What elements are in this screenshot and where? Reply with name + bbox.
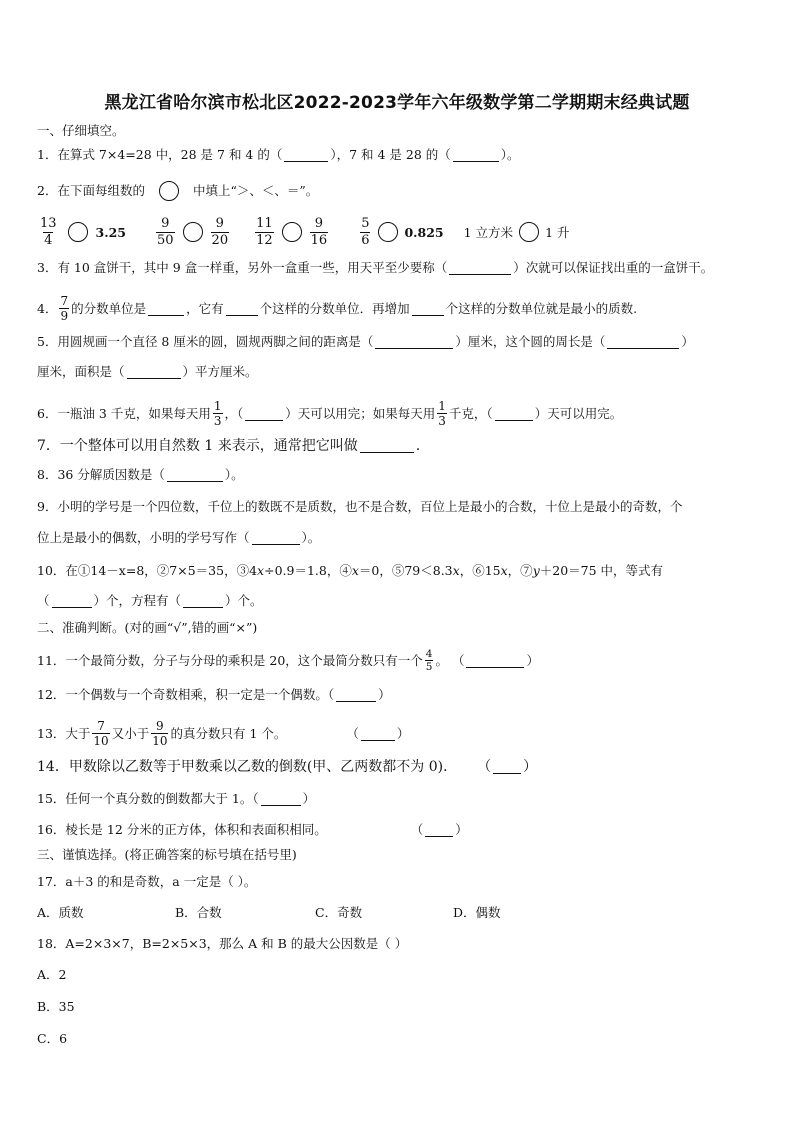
question-2: 2．在下面每组数的 中填上“＞、＜、＝”。 <box>37 181 764 201</box>
compare-pair-3 <box>253 217 330 248</box>
question-17: 17．a＋3 的和是奇数，a 一定是（ ）。 <box>37 874 257 889</box>
answer-blank[interactable] <box>466 654 524 668</box>
option-a[interactable]: A．2 <box>37 967 67 982</box>
answer-blank[interactable] <box>425 823 453 837</box>
question-10-cont: （ ）个，方程有（ ）个。 <box>37 593 263 608</box>
answer-blank[interactable] <box>252 531 300 545</box>
question-10: 10．在①14－x=8，②7×5＝35，③4 x ÷0.9＝1.8，④ x ＝0，⑤79＜8.3 x ，⑥15 x ，⑦ y ＋20＝75 中，等式有 <box>37 563 664 578</box>
question-9-cont: 位上是最小的偶数，小明的学号写作（ ）。 <box>37 530 321 545</box>
question-15: 15．任何一个真分数的倒数都大于 1。（ ） <box>37 791 316 806</box>
question-7: 7．一个整体可以用自然数 1 来表示，通常把它叫做 . <box>37 438 421 454</box>
answer-blank[interactable] <box>284 148 328 162</box>
compare-pair-2 <box>154 217 231 248</box>
option-c[interactable]: C．6 <box>37 1031 68 1046</box>
question-16: 16．棱长是 12 分米的正方体，体积和表面积相同。 （ ） <box>37 822 468 837</box>
question-1: 1．在算式 7×4=28 中，28 是 7 和 4 的（ ），7 和 4 是 28 的（ ）。 <box>37 147 520 162</box>
question-3: 3．有 10 盒饼干，其中 9 盒一样重，另外一盒重一些，用天平至少要称（ ）次就可以保证找出重的一盒饼干。 <box>37 260 714 275</box>
section-3-heading: 三、谨慎选择。(将正确答案的标号填在括号里) <box>37 847 297 862</box>
fraction: $\frac{1}{3}$ <box>438 399 446 428</box>
answer-blank[interactable] <box>167 468 223 482</box>
compare-circle[interactable] <box>378 222 398 242</box>
answer-blank[interactable] <box>148 302 184 316</box>
question-5: 5．用圆规画一个直径 8 厘米的圆，圆规两脚之间的距离是（ ）厘米，这个圆的周长是（ ） <box>37 334 694 349</box>
question-13: 13．大于 $\frac{7}{10}$ 又小于 $\frac{9}{10}$ 的真分数只有 1 个。 （ ） <box>37 719 410 748</box>
fraction: $\frac{7}{9}$ <box>60 294 69 323</box>
answer-blank[interactable] <box>336 688 376 702</box>
question-11: 11．一个最简分数，分子与分母的乘积是 20，这个最简分数只有一个 $\frac{4}{5}$ 。 （ ） <box>37 648 539 673</box>
answer-blank[interactable] <box>453 148 499 162</box>
answer-blank[interactable] <box>607 335 679 349</box>
answer-blank[interactable] <box>375 335 453 349</box>
compare-pair-5: 1 立方米 1 升 <box>464 222 570 242</box>
question-8: 8．36 分解质因数是（ ）。 <box>37 467 244 482</box>
compare-pair-1: $\frac{13}{4}$ 3.25 <box>40 215 126 248</box>
answer-blank[interactable] <box>127 365 181 379</box>
fraction: $\frac{13}{4}$ <box>40 215 57 248</box>
fraction: $\frac{9}{10}$ <box>152 719 168 748</box>
compare-pair-4: $\frac{5}{6}$ 0.825 <box>361 215 444 248</box>
compare-circle[interactable] <box>68 222 88 242</box>
fraction: $\frac{11}{12}$ <box>256 215 273 248</box>
compare-circle[interactable] <box>519 222 539 242</box>
section-2-heading: 二、准确判断。(对的画“√”,错的画“×”) <box>37 620 258 635</box>
option-c[interactable]: C．奇数 <box>315 905 363 920</box>
section-1-heading: 一、仔细填空。 <box>37 123 125 138</box>
answer-blank[interactable] <box>495 407 533 421</box>
question-4: 4． $\frac{7}{9}$ 的分数单位是 ，它有 个这样的分数单位．再增加 个这样的分数单位就是最小的质数. <box>37 294 638 323</box>
page-title: 黑龙江省哈尔滨市松北区2022-2023学年六年级数学第二学期期末经典试题 <box>104 93 690 113</box>
compare-circle[interactable] <box>183 222 203 242</box>
answer-blank[interactable] <box>52 594 92 608</box>
fraction: $\frac{5}{6}$ <box>361 215 370 248</box>
answer-blank[interactable] <box>360 439 414 453</box>
answer-blank[interactable] <box>183 594 223 608</box>
question-9: 9．小明的学号是一个四位数，千位上的数既不是质数，也不是合数，百位上是最小的合数，十位上是最小的奇数，个 <box>37 499 683 514</box>
answer-blank[interactable] <box>493 760 521 774</box>
question-5-cont: 厘米，面积是（ ）平方厘米。 <box>37 364 258 379</box>
question-14: 14．甲数除以乙数等于甲数乘以乙数的倒数(甲、乙两数都不为 0)． （ ） <box>37 759 538 775</box>
question-12: 12．一个偶数与一个奇数相乘，积一定是一个偶数。（ ） <box>37 687 391 702</box>
answer-blank[interactable] <box>449 261 511 275</box>
option-a[interactable]: A．质数 <box>37 905 84 920</box>
compare-circle[interactable] <box>282 222 302 242</box>
fraction: $\frac{9}{50}$ <box>157 215 174 248</box>
fraction: $\frac{7}{10}$ <box>93 719 109 748</box>
fraction: $\frac{1}{3}$ <box>213 399 222 428</box>
question-18: 18．A=2×3×7，B=2×5×3，那么 A 和 B 的最大公因数是（ ） <box>37 936 408 951</box>
option-b[interactable]: B．35 <box>37 999 75 1014</box>
fraction: $\frac{4}{5}$ <box>425 648 433 673</box>
answer-blank[interactable] <box>412 302 444 316</box>
option-d[interactable]: D．偶数 <box>453 905 501 920</box>
answer-blank[interactable] <box>226 302 258 316</box>
fraction: $\frac{9}{20}$ <box>211 215 229 248</box>
option-b[interactable]: B．合数 <box>175 905 222 920</box>
question-17-options <box>37 904 764 922</box>
question-6: 6．一瓶油 3 千克，如果每天用 $\frac{1}{3}$ ，（ ）天可以用完；如果每天用 $\frac{1}{3}$ 千克，（ ）天可以用完。 <box>37 399 623 428</box>
fraction: $\frac{9}{16}$ <box>310 215 328 248</box>
answer-blank[interactable] <box>361 727 395 741</box>
compare-circle <box>159 181 179 201</box>
answer-blank[interactable] <box>245 407 283 421</box>
answer-blank[interactable] <box>261 792 301 806</box>
comparison-row <box>37 212 570 252</box>
